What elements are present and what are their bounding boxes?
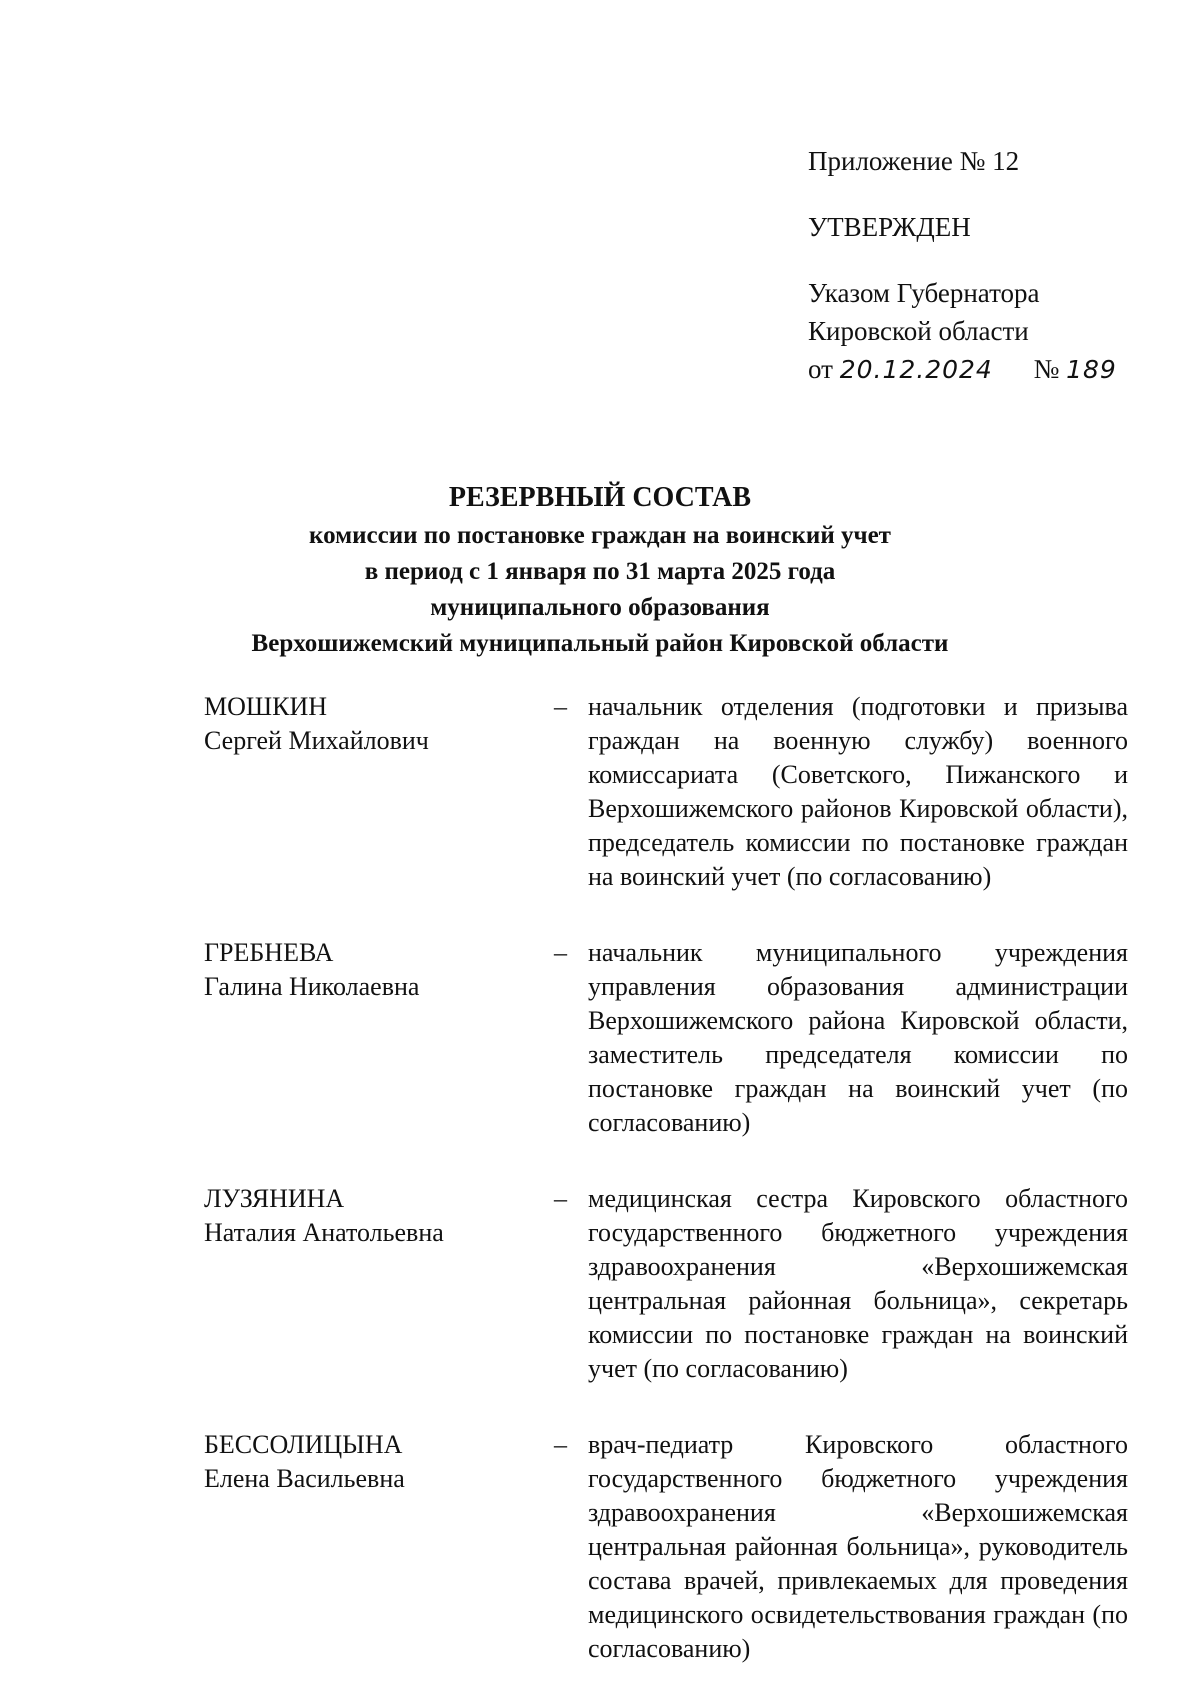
member-given-name: Сергей Михайлович [204, 726, 429, 755]
member-role: начальник отделения (подготовки и призыва граждан на военную службу) военного комиссариата (Советского, Пижанского и Верхошижемского районов Кировской области), председатель комиссии по постановке граждан на воинский учет (по согласованию) [588, 692, 1128, 891]
member-role: начальник муниципального учреждения управления образования администрации Верхошижемского района Кировской области, заместитель председателя комиссии по постановке граждан на воинский учет (по согласованию) [588, 938, 1128, 1137]
members-list [204, 690, 1128, 1708]
date-number-row [808, 350, 1117, 389]
handwritten-number: 189 [1066, 355, 1117, 384]
title-line-2: в период с 1 января по 31 марта 2025 года [364, 558, 836, 585]
decree-line-1: Указом Губернатора [808, 278, 1040, 308]
handwritten-date: 20.12.2024 [839, 355, 993, 384]
appendix-label: Приложение № 12 [808, 146, 1020, 176]
member-name [204, 1182, 554, 1386]
title-line-4: Верхошижемский муниципальный район Кировской области [251, 630, 949, 657]
member-surname: МОШКИН [204, 692, 328, 721]
approval-block [808, 142, 1117, 389]
member-role: медицинская сестра Кировского областного государственного бюджетного учреждения здравоохранения «Верхошижемская центральная районная больница», секретарь комиссии по постановке граждан на воинский учет (по согласованию) [588, 1184, 1128, 1383]
member-surname: ГРЕБНЕВА [204, 938, 334, 967]
approved-label: УТВЕРЖДЕН [808, 212, 971, 242]
member-dash: – [554, 1430, 567, 1459]
member-name [204, 1428, 554, 1666]
member-name [204, 690, 554, 894]
member-given-name: Галина Николаевна [204, 972, 420, 1001]
member-entry [204, 936, 1128, 1140]
member-dash: – [554, 938, 567, 967]
member-role: врач-педиатр Кировского областного государственного бюджетного учреждения здравоохранения «Верхошижемская центральная районная больница», руководитель состава врачей, привлекаемых для проведения медицинского освидетельствования граждан (по согласованию) [588, 1430, 1128, 1663]
member-name [204, 936, 554, 1140]
member-surname: БЕССОЛИЦЫНА [204, 1430, 403, 1459]
member-entry [204, 1182, 1128, 1386]
title-line-3: муниципального образования [430, 594, 770, 621]
member-given-name: Наталия Анатольевна [204, 1218, 444, 1247]
member-dash: – [554, 1184, 567, 1213]
member-surname: ЛУЗЯНИНА [204, 1184, 345, 1213]
number-label: № [1033, 354, 1060, 384]
member-entry [204, 690, 1128, 894]
member-given-name: Елена Васильевна [204, 1464, 405, 1493]
document-title [0, 478, 1200, 662]
date-prefix: от [808, 354, 833, 384]
decree-line-2: Кировской области [808, 316, 1029, 346]
title-line-1: комиссии по постановке граждан на воинский учет [309, 522, 891, 549]
member-entry [204, 1428, 1128, 1666]
title-heading: РЕЗЕРВНЫЙ СОСТАВ [448, 482, 752, 513]
member-dash: – [554, 692, 567, 721]
